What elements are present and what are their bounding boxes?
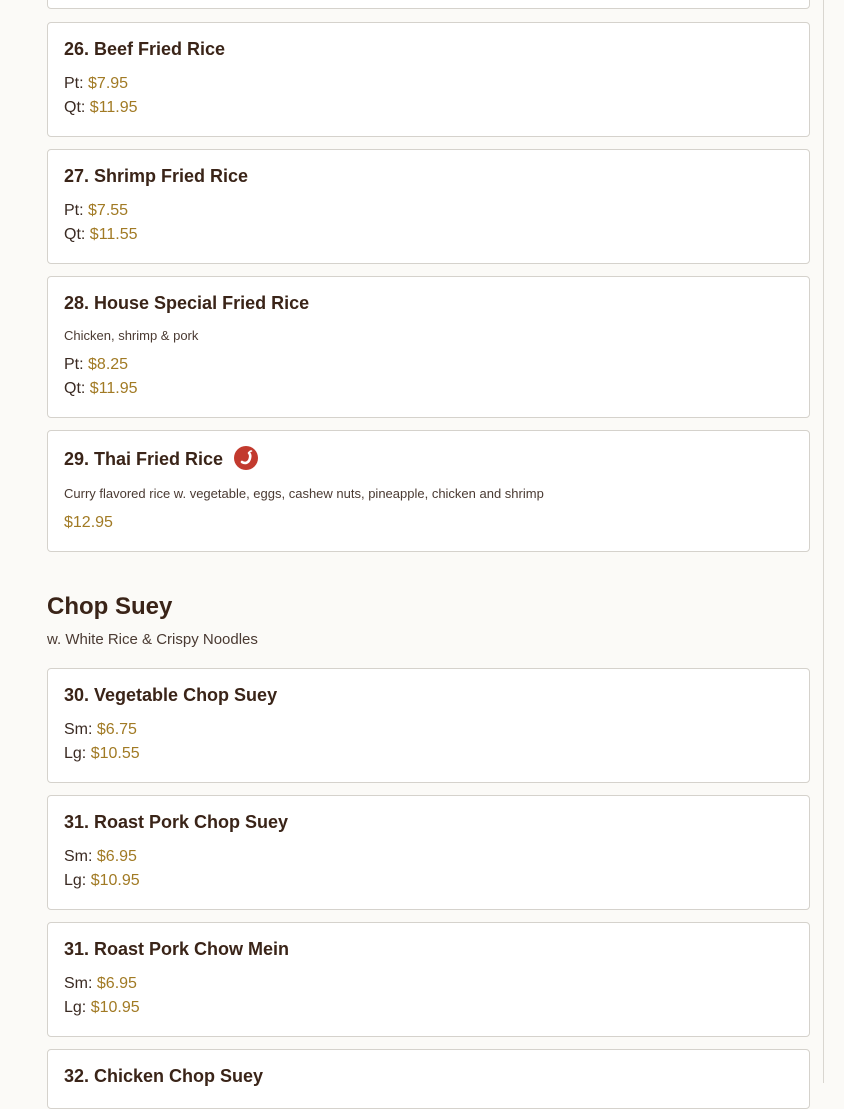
- menu-item-name: 29. Thai Fried Rice: [64, 449, 224, 469]
- menu-item-name: 31. Roast Pork Chow Mein: [64, 939, 290, 959]
- price-row: [64, 75, 128, 93]
- size-label: Pt:: [64, 75, 84, 92]
- price-row: [64, 202, 128, 220]
- chili-pepper-icon: [234, 446, 258, 470]
- price-value: $11.55: [89, 226, 138, 243]
- size-label: Sm:: [64, 721, 93, 738]
- menu-item-name-row: [64, 446, 258, 470]
- menu-item-card[interactable]: [47, 922, 810, 1037]
- price-value: $12.95: [64, 514, 113, 531]
- price-value: $10.95: [90, 999, 140, 1016]
- price-value: $6.75: [96, 721, 137, 738]
- menu-item-name: 32. Chicken Chop Suey: [64, 1066, 264, 1086]
- price-row: [64, 226, 138, 244]
- size-label: Sm:: [64, 975, 93, 992]
- size-label: Qt:: [64, 380, 86, 397]
- menu-item-card[interactable]: [47, 668, 810, 783]
- menu-item-card[interactable]: [47, 795, 810, 910]
- price-row: [64, 356, 128, 374]
- price-row: [64, 975, 137, 993]
- menu-item-card-partial[interactable]: [47, 0, 810, 9]
- menu-item-description: Chicken, shrimp & pork: [64, 328, 199, 343]
- menu-item-name: 28. House Special Fried Rice: [64, 293, 310, 313]
- price-value: $11.95: [89, 380, 138, 397]
- menu-item-card[interactable]: [47, 1049, 810, 1109]
- menu-item-name: 30. Vegetable Chop Suey: [64, 685, 278, 705]
- size-label: Pt:: [64, 356, 84, 373]
- price-row: [64, 999, 140, 1017]
- size-label: Pt:: [64, 202, 84, 219]
- price-row: [64, 721, 137, 739]
- section-subtitle: w. White Rice & Crispy Noodles: [47, 631, 258, 648]
- price-value: $10.55: [90, 745, 140, 762]
- size-label: Lg:: [64, 872, 87, 889]
- menu-item-card[interactable]: [47, 22, 810, 137]
- menu-item-card[interactable]: [47, 276, 810, 418]
- size-label: Sm:: [64, 848, 93, 865]
- menu-item-name: 27. Shrimp Fried Rice: [64, 166, 249, 186]
- price-row: [64, 514, 113, 532]
- size-label: Lg:: [64, 999, 87, 1016]
- menu-item-name: 26. Beef Fried Rice: [64, 39, 226, 59]
- price-row: [64, 99, 138, 117]
- menu-item-card[interactable]: [47, 430, 810, 552]
- size-label: Qt:: [64, 226, 86, 243]
- price-value: $10.95: [90, 872, 140, 889]
- price-row: [64, 848, 137, 866]
- menu-item-card[interactable]: [47, 149, 810, 264]
- price-row: [64, 380, 138, 398]
- price-value: $8.25: [88, 356, 129, 373]
- menu-item-description: Curry flavored rice w. vegetable, eggs, cashew nuts, pineapple, chicken and shrimp: [64, 486, 544, 501]
- section-title: Chop Suey: [47, 593, 173, 620]
- size-label: Qt:: [64, 99, 86, 116]
- menu-item-name: 31. Roast Pork Chop Suey: [64, 812, 289, 832]
- price-value: $6.95: [96, 975, 137, 992]
- price-row: [64, 872, 140, 890]
- price-row: [64, 745, 140, 763]
- price-value: $11.95: [89, 99, 138, 116]
- price-value: $7.55: [88, 202, 129, 219]
- price-value: $6.95: [96, 848, 137, 865]
- price-value: $7.95: [88, 75, 129, 92]
- size-label: Lg:: [64, 745, 87, 762]
